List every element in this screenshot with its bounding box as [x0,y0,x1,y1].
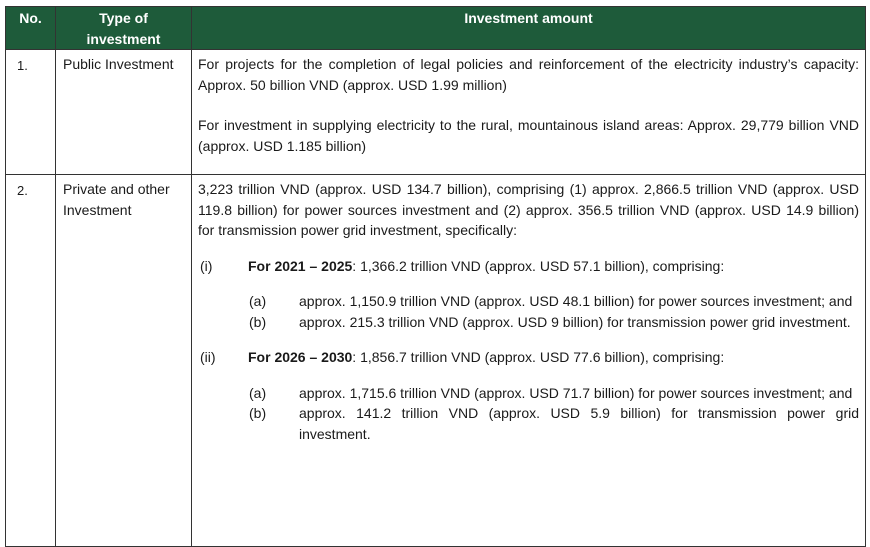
header-type: Type of investment [56,7,192,50]
period-label: (i) [200,257,213,274]
period-label: (ii) [200,349,216,365]
period-block [198,256,859,277]
investment-type: Public Investment [56,50,192,175]
list-item [198,403,859,444]
table-row [6,50,866,175]
amount-paragraph: For investment in supplying electricity to the rural, mountainous island areas: Approx. 29,779 billion VND (approx. USD 1.185 billion) [198,117,859,154]
item-text: approx. 215.3 trillion VND (approx. USD 9 billion) for transmission power grid investment. [299,313,851,330]
item-text: approx. 1,150.9 trillion VND (approx. USD 48.1 billion) for power sources investment; and [299,293,853,309]
item-label: (a) [249,293,267,309]
list-item [198,291,859,312]
period-text: : 1,366.2 trillion VND (approx. USD 57.1 billion), comprising: [352,257,725,274]
item-label: (b) [249,405,267,421]
period-text: : 1,856.7 trillion VND (approx. USD 77.6 billion), comprising: [352,349,725,365]
row-number: 1. [6,50,56,175]
item-text: approx. 1,715.6 trillion VND (approx. USD 71.7 billion) for power sources investment; and [299,384,853,401]
investment-table [5,6,866,547]
table-row [6,175,866,547]
item-text: approx. 141.2 trillion VND (approx. USD 5.9 billion) for transmission power grid investment. [299,405,859,442]
amount-intro: 3,223 trillion VND (approx. USD 134.7 billion), comprising (1) approx. 2,866.5 trillion VND (approx. USD 119.8 billion) for power sources investment and (2) approx. 356.5 trillion VND (approx. USD 14.9 billion) for transmission power grid investment, specifically: [198,181,859,238]
header-row [6,7,866,50]
header-amount: Investment amount [192,7,866,50]
investment-amount [192,175,866,547]
item-label: (b) [249,313,267,330]
period-title: For 2026 – 2030 [248,349,353,365]
period-items [198,291,859,332]
item-label: (a) [249,384,267,401]
amount-paragraph: For projects for the completion of legal policies and reinforcement of the electricity industry’s capacity: Approx. 50 billion VND (approx. USD 1.99 million) [198,56,859,93]
list-item [198,312,859,333]
header-no: No. [6,7,56,50]
row-number: 2. [6,175,56,547]
period-items [198,383,859,445]
investment-type: Private and other Investment [56,175,192,547]
list-item [198,383,859,404]
period-block [198,347,859,368]
period-title: For 2021 – 2025 [248,257,353,274]
investment-amount [192,50,866,175]
